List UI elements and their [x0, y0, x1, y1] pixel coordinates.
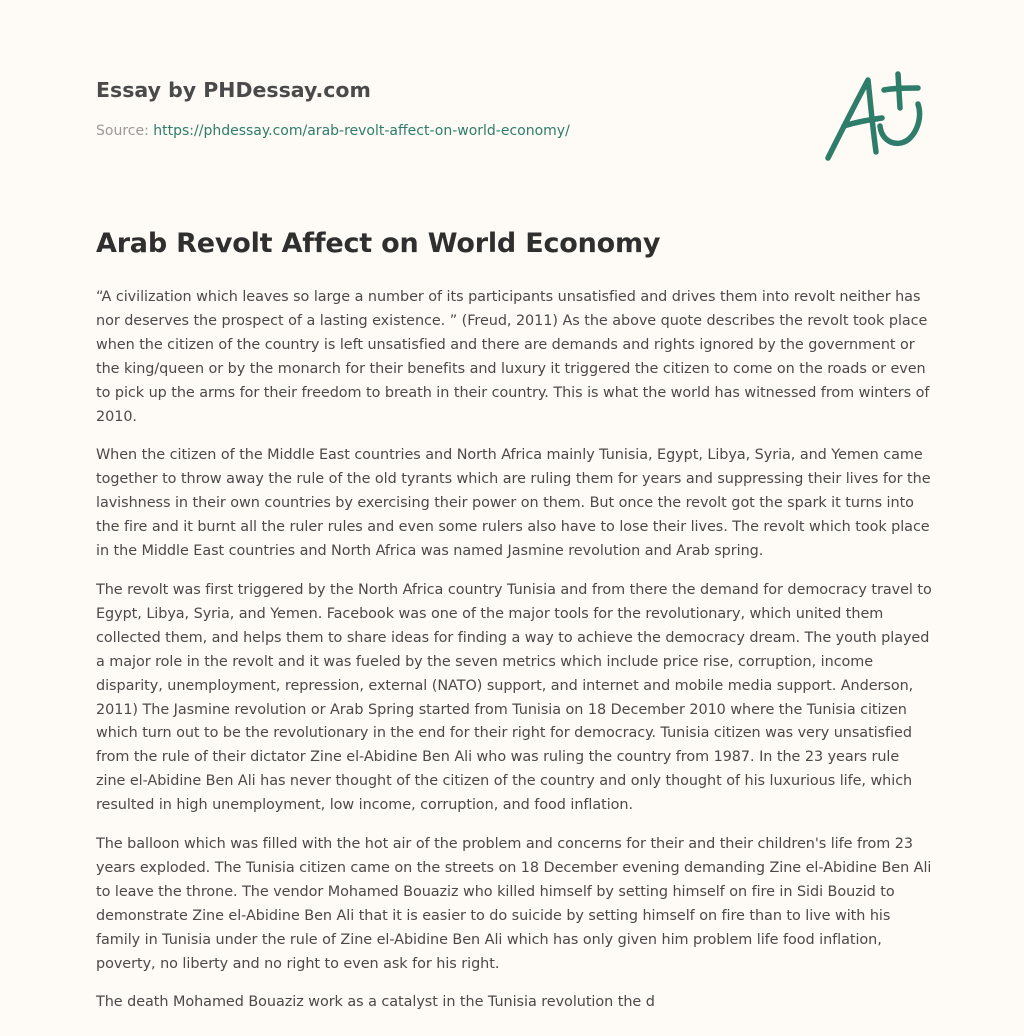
- article-title: Arab Revolt Affect on World Economy: [96, 228, 661, 259]
- article-paragraph: The balloon which was filled with the hot air of the problem and concerns for their and their children's life from 23 years exploded. The Tunisia citizen came on the streets on 18 December evening demanding Zine el-Abidine Ben Ali to leave the throne. The vendor Mohamed Bouaziz who killed himself by setting himself on fire in Sidi Bouzid to demonstrate Zine el-Abidine Ben Ali that it is easier to do suicide by setting himself on fire than to live with his family in Tunisia under the rule of Zine el-Abidine Ben Ali which has only given him problem life food inflation, poverty, no liberty and no right to even ask for his right.: [96, 836, 932, 972]
- source-label: Source:: [96, 123, 154, 139]
- article-paragraph: When the citizen of the Middle East countries and North Africa mainly Tunisia, Egypt, Libya, Syria, and Yemen came together to throw away the rule of the old tyrants which are ruling them for years and suppressing their lives for the lavishness in their own countries by exercising their power on them. But once the revolt got the spark it turns into the fire and it burnt all the ruler rules and even some rulers also have to lose their lives. The revolt which took place in the Middle East countries and North Africa was named Jasmine revolution and Arab spring.: [96, 447, 931, 560]
- source-line: [96, 121, 796, 141]
- article-paragraph: The death Mohamed Bouaziz work as a catalyst in the Tunisia revolution the d: [96, 994, 655, 1011]
- source-link[interactable]: https://phdessay.com/arab-revolt-affect-on-world-economy/: [153, 123, 570, 139]
- article-paragraph: “A civilization which leaves so large a number of its participants unsatisfied and drives them into revolt neither has nor deserves the prospect of a lasting existence. ” (Freud, 2011) As the above quote describes the revolt took place when the citizen of the country is left unsatisfied and there are demands and rights ignored by the government or the king/queen or by the monarch for their benefits and luxury it triggered the citizen to come on the roads or even to pick up the arms for their freedom to breath in their country. This is what the world has witnessed from winters of 2010.: [96, 289, 930, 425]
- a-plus-logo-icon: [822, 68, 928, 164]
- article: [96, 224, 932, 1030]
- article-paragraph: The revolt was first triggered by the North Africa country Tunisia and from there the demand for democracy travel to Egypt, Libya, Syria, and Yemen. Facebook was one of the major tools for the revolutionary, which united them collected them, and helps them to share ideas for finding a way to achieve the democracy dream. The youth played a major role in the revolt and it was fueled by the seven metrics which include price rise, corruption, income disparity, unemployment, repression, external (NATO) support, and internet and mobile media support. Anderson, 2011) The Jasmine revolution or Arab Spring started from Tunisia on 18 December 2010 where the Tunisia citizen which turn out to be the revolutionary in the end for their right for democracy. Tunisia citizen was very unsatisfied from the rule of their dictator Zine el-Abidine Ben Ali who was ruling the country from 1987. In the 23 years rule zine el-Abidine Ben Ali has never thought of the citizen of the country and only thought of his luxurious life, which resulted in high unemployment, low income, corruption, and food inflation.: [96, 581, 932, 814]
- site-title: Essay by PHDessay.com: [96, 78, 371, 102]
- page-header: [96, 76, 796, 141]
